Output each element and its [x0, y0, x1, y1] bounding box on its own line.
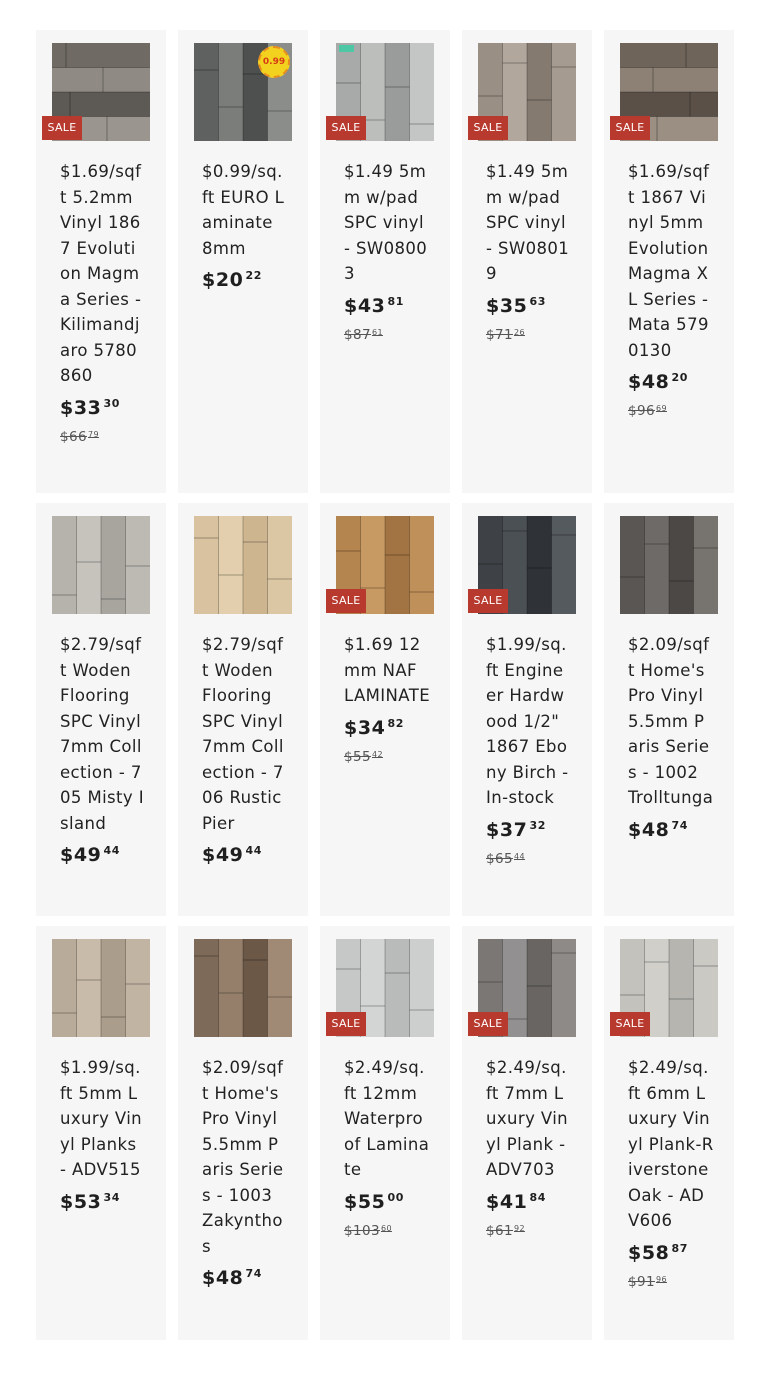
- product-card[interactable]: [178, 30, 308, 493]
- sale-price: [628, 1238, 714, 1271]
- product-card[interactable]: [462, 926, 592, 1340]
- product-title-text[interactable]: $2.49/sq.ft 12mm Waterproof Laminate: [344, 1058, 430, 1179]
- product-title-text[interactable]: $1.99/sq.ft 5mm Luxury Vinyl Planks - ADV515: [60, 1058, 143, 1179]
- product-prices: [344, 1187, 430, 1244]
- sale-badge: SALE: [610, 1012, 650, 1036]
- product-card[interactable]: [604, 503, 734, 916]
- compare-price-cents: 92: [513, 1223, 525, 1233]
- label-tag-icon: [339, 45, 354, 52]
- sale-price: [344, 713, 430, 746]
- product-title-text[interactable]: $1.49 5mm w/pad SPC vinyl - SW08003: [344, 162, 428, 283]
- product-card[interactable]: [462, 30, 592, 493]
- compare-price-cents: 61: [371, 327, 383, 337]
- sale-price-cents: 20: [671, 371, 688, 384]
- compare-price-dollars: $65: [486, 850, 513, 867]
- sale-price-cents: 32: [529, 818, 546, 832]
- product-prices: [486, 291, 572, 348]
- product-title-text[interactable]: $1.69 12mm NAF LAMINATE: [344, 635, 431, 705]
- sale-price: [60, 840, 146, 873]
- sale-price: [344, 1187, 430, 1220]
- sale-price-dollars: $49: [202, 844, 244, 866]
- sale-price-cents: 74: [671, 818, 688, 832]
- sale-price: [344, 291, 430, 324]
- product-card[interactable]: [320, 503, 450, 916]
- sale-price-cents: 63: [529, 294, 546, 308]
- sale-price-cents: 34: [103, 1190, 120, 1204]
- product-card[interactable]: [604, 926, 734, 1340]
- product-prices: [60, 1187, 146, 1220]
- sale-badge: SALE: [326, 1012, 366, 1036]
- sale-price: [486, 1187, 572, 1220]
- compare-price-cents: 42: [371, 749, 383, 759]
- sale-price: [60, 1187, 146, 1220]
- product-title[interactable]: [628, 1055, 714, 1295]
- sale-price-cents: 00: [387, 1190, 404, 1204]
- sale-price: [486, 815, 572, 848]
- sale-price: [202, 1263, 288, 1296]
- product-title[interactable]: [628, 632, 714, 848]
- product-card[interactable]: [320, 926, 450, 1340]
- product-prices: [628, 815, 714, 848]
- product-prices: [486, 815, 572, 872]
- product-image[interactable]: [194, 43, 292, 141]
- sale-badge: SALE: [326, 589, 366, 613]
- product-prices: [202, 1263, 288, 1296]
- product-card[interactable]: [178, 503, 308, 916]
- product-prices: [628, 367, 714, 424]
- sale-price-cents: 81: [387, 294, 404, 308]
- sale-price-dollars: $34: [344, 716, 386, 739]
- product-title-text[interactable]: $1.49 5mm w/pad SPC vinyl - SW08019: [486, 162, 570, 283]
- sale-price-dollars: $37: [486, 818, 528, 841]
- compare-price-dollars: $91: [628, 1273, 655, 1290]
- compare-price-dollars: $55: [344, 748, 371, 765]
- product-image[interactable]: [52, 516, 150, 614]
- sale-price-dollars: $41: [486, 1190, 528, 1213]
- sale-price-dollars: $48: [628, 818, 670, 841]
- sale-price-dollars: $48: [202, 1267, 244, 1289]
- product-prices: [344, 713, 430, 770]
- compare-at-price: [344, 324, 430, 348]
- product-title[interactable]: [202, 159, 288, 298]
- product-title-text[interactable]: $2.79/sqft Woden Flooring SPC Vinyl 7mm Collection - 705 Misty Island: [60, 635, 145, 833]
- sale-badge: SALE: [468, 589, 508, 613]
- compare-at-price: [344, 746, 430, 770]
- compare-at-price: [486, 848, 572, 872]
- sale-badge: SALE: [610, 116, 650, 140]
- compare-at-price: [628, 1271, 714, 1295]
- compare-price-cents: 26: [513, 327, 525, 337]
- compare-price-cents: 79: [87, 429, 99, 439]
- product-title-text[interactable]: $1.69/sqft 5.2mm Vinyl 1867 Evolution Magma Series - Kilimandjaro 5780860: [60, 162, 142, 385]
- product-title-text[interactable]: $2.49/sq.ft 7mm Luxury Vinyl Plank - ADV703: [486, 1058, 569, 1179]
- compare-price-cents: 96: [655, 1274, 667, 1284]
- product-title[interactable]: [202, 632, 288, 873]
- sale-price-cents: 22: [245, 269, 262, 282]
- product-title[interactable]: [486, 1055, 572, 1244]
- product-title-text[interactable]: $2.49/sq.ft 6mm Luxury Vinyl Plank-Riverstone Oak - ADV606: [628, 1058, 714, 1230]
- price-sticker-icon: 0.99: [258, 46, 290, 78]
- compare-price-cents: 69: [655, 404, 667, 413]
- compare-price-dollars: $61: [486, 1222, 513, 1239]
- product-title-text[interactable]: $2.09/sqft Home's Pro Vinyl 5.5mm Paris Series - 1003 Zakynthos: [202, 1058, 284, 1256]
- sale-price: [60, 393, 146, 426]
- sale-price-cents: 30: [103, 396, 120, 410]
- product-card[interactable]: [178, 926, 308, 1340]
- sale-price-dollars: $33: [60, 396, 102, 419]
- sale-price-cents: 87: [671, 1241, 688, 1255]
- product-card[interactable]: [36, 30, 166, 493]
- product-title[interactable]: [344, 1055, 430, 1244]
- sale-price-cents: 82: [387, 716, 404, 730]
- product-prices: [486, 1187, 572, 1244]
- product-card[interactable]: [462, 503, 592, 916]
- product-title[interactable]: [486, 632, 572, 872]
- sale-badge: SALE: [468, 1012, 508, 1036]
- sale-price: [202, 840, 288, 873]
- product-card[interactable]: [320, 30, 450, 493]
- compare-price-dollars: $71: [486, 326, 513, 343]
- product-title-text[interactable]: $1.99/sq.ft Engineer Hardwood 1/2" 1867 Ebony Birch - In-stock: [486, 635, 569, 807]
- compare-at-price: [60, 426, 146, 450]
- compare-at-price: [344, 1220, 430, 1244]
- sale-price: [628, 367, 714, 400]
- sale-price-dollars: $48: [628, 371, 670, 393]
- sale-price-dollars: $43: [344, 294, 386, 317]
- sale-price-cents: 44: [103, 844, 120, 857]
- compare-price-dollars: $103: [344, 1222, 380, 1239]
- product-title[interactable]: [60, 632, 146, 873]
- compare-at-price: [486, 1220, 572, 1244]
- sale-price: [486, 291, 572, 324]
- product-title[interactable]: [60, 159, 146, 450]
- product-prices: [202, 265, 288, 298]
- product-image[interactable]: [52, 939, 150, 1037]
- sale-price-cents: 74: [245, 1267, 262, 1280]
- product-card[interactable]: [604, 30, 734, 493]
- sale-price-cents: 44: [245, 844, 262, 857]
- product-title[interactable]: [486, 159, 572, 348]
- product-image[interactable]: [194, 516, 292, 614]
- sale-badge: SALE: [326, 116, 366, 140]
- product-image[interactable]: [620, 516, 718, 614]
- sale-price-dollars: $49: [60, 844, 102, 866]
- compare-at-price: [628, 400, 714, 424]
- compare-price-dollars: $66: [60, 428, 87, 445]
- product-title-text[interactable]: $2.79/sqft Woden Flooring SPC Vinyl 7mm Collection - 706 Rustic Pier: [202, 635, 284, 833]
- product-title-text[interactable]: $2.09/sqft Home's Pro Vinyl 5.5mm Paris Series - 1002 Trolltunga: [628, 635, 714, 807]
- sale-badge: SALE: [468, 116, 508, 140]
- product-title-text[interactable]: $1.69/sqft 1867 Vinyl 5mm Evolution Magma XL Series - Mata 5790130: [628, 162, 710, 360]
- product-prices: [202, 840, 288, 873]
- product-title[interactable]: [628, 159, 714, 424]
- sale-price-dollars: $20: [202, 269, 244, 291]
- compare-price-dollars: $87: [344, 326, 371, 343]
- product-image[interactable]: [194, 939, 292, 1037]
- sale-price-dollars: $55: [344, 1190, 386, 1213]
- product-prices: [344, 291, 430, 348]
- product-title[interactable]: [202, 1055, 288, 1296]
- compare-price-dollars: $96: [628, 403, 655, 419]
- compare-at-price: [486, 324, 572, 348]
- sale-price-cents: 84: [529, 1190, 546, 1204]
- product-card[interactable]: [36, 926, 166, 1340]
- sale-price-dollars: $53: [60, 1190, 102, 1213]
- product-title[interactable]: [344, 632, 430, 770]
- sale-badge: SALE: [42, 116, 82, 140]
- product-title[interactable]: [344, 159, 430, 348]
- product-prices: [60, 393, 146, 450]
- compare-price-cents: 44: [513, 851, 525, 861]
- sale-price-dollars: $35: [486, 294, 528, 317]
- product-card[interactable]: [36, 503, 166, 916]
- product-title-text[interactable]: $0.99/sq.ft EURO Laminate 8mm: [202, 162, 285, 258]
- product-title[interactable]: [60, 1055, 146, 1220]
- sale-price-dollars: $58: [628, 1241, 670, 1264]
- compare-price-cents: 60: [380, 1223, 392, 1233]
- product-prices: [628, 1238, 714, 1295]
- sale-price: [202, 265, 288, 298]
- sale-price: [628, 815, 714, 848]
- product-prices: [60, 840, 146, 873]
